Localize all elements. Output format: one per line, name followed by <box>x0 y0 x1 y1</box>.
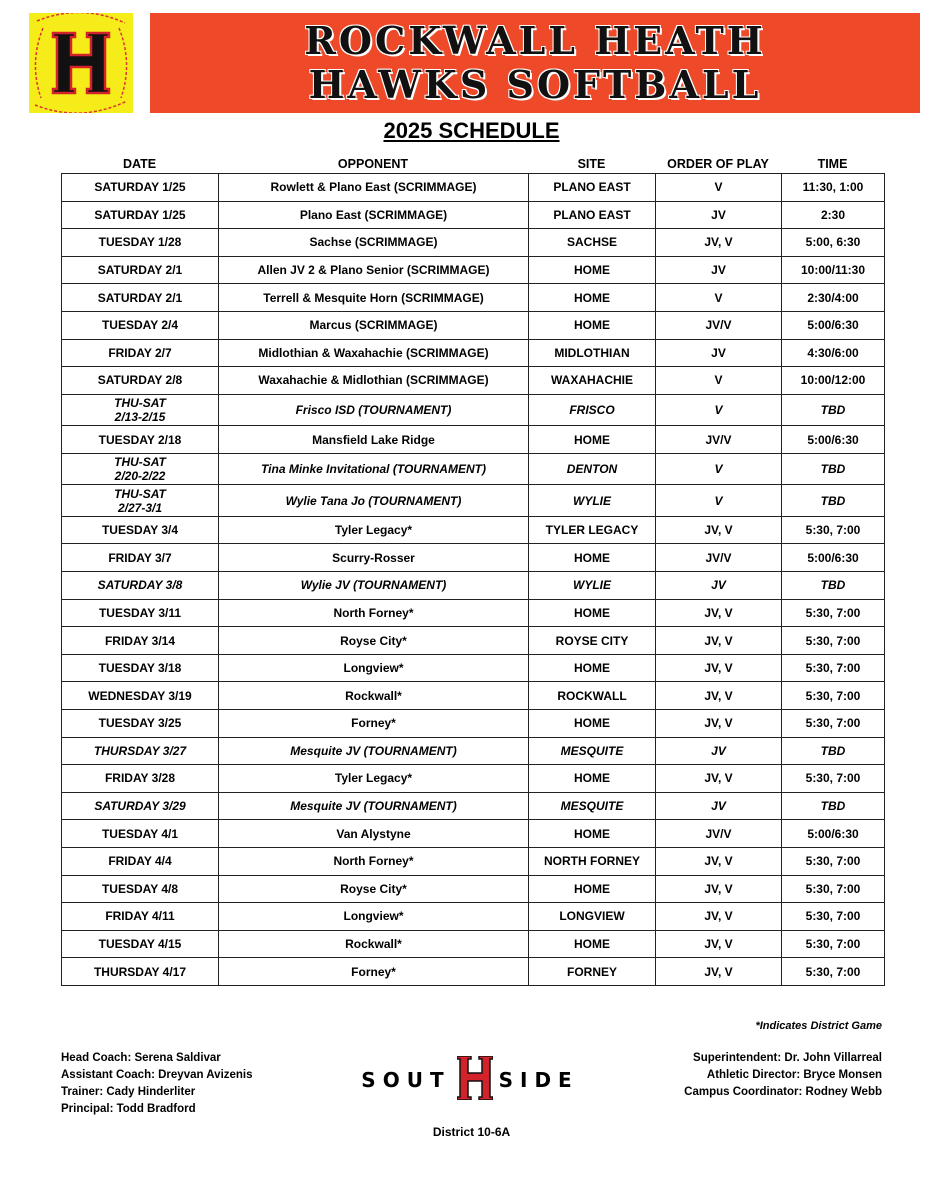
cell-site: WYLIE <box>529 485 656 517</box>
cell-time: 10:00/12:00 <box>782 367 885 395</box>
cell-site: WAXAHACHIE <box>529 367 656 395</box>
cell-opponent: Waxahachie & Midlothian (SCRIMMAGE) <box>219 367 529 395</box>
cell-opponent: Sachse (SCRIMMAGE) <box>219 229 529 257</box>
table-row <box>62 820 885 848</box>
district-label: District 10-6A <box>432 1125 511 1139</box>
table-row <box>62 516 885 544</box>
cell-order: JV, V <box>656 682 782 710</box>
cell-order: JV, V <box>656 930 782 958</box>
head-coach: Head Coach: Serena Saldivar <box>61 1052 221 1064</box>
table-row <box>62 426 885 454</box>
cell-site: TYLER LEGACY <box>529 516 656 544</box>
cell-order: JV <box>656 792 782 820</box>
cell-order: JV, V <box>656 599 782 627</box>
cell-site: HOME <box>529 311 656 339</box>
cell-order: JV, V <box>656 627 782 655</box>
cell-time: 5:30, 7:00 <box>782 765 885 793</box>
cell-date: TUESDAY 3/18 <box>62 654 219 682</box>
table-row <box>62 710 885 738</box>
principal: Principal: Todd Bradford <box>61 1103 196 1115</box>
cell-time: 5:30, 7:00 <box>782 682 885 710</box>
column-header-opponent: OPPONENT <box>337 157 409 171</box>
table-row <box>62 958 885 986</box>
table-row <box>62 930 885 958</box>
cell-date: TUESDAY 4/8 <box>62 875 219 903</box>
table-row <box>62 765 885 793</box>
cell-time: 4:30/6:00 <box>782 339 885 367</box>
cell-date: FRIDAY 2/7 <box>62 339 219 367</box>
cell-site: MIDLOTHIAN <box>529 339 656 367</box>
cell-order: JV, V <box>656 654 782 682</box>
cell-time: 2:30/4:00 <box>782 284 885 312</box>
table-row <box>62 394 885 426</box>
table-row <box>62 572 885 600</box>
cell-site: FRISCO <box>529 394 656 426</box>
cell-date: SATURDAY 3/29 <box>62 792 219 820</box>
cell-date: SATURDAY 2/1 <box>62 256 219 284</box>
cell-date: FRIDAY 3/14 <box>62 627 219 655</box>
cell-order: V <box>656 453 782 485</box>
cell-opponent: North Forney* <box>219 599 529 627</box>
cell-date: THU-SAT 2/27-3/1 <box>62 485 219 517</box>
cell-date: FRIDAY 3/7 <box>62 544 219 572</box>
cell-order: V <box>656 367 782 395</box>
table-row <box>62 847 885 875</box>
cell-order: JV/V <box>656 311 782 339</box>
table-row <box>62 544 885 572</box>
cell-site: HOME <box>529 875 656 903</box>
cell-opponent: Scurry-Rosser <box>219 544 529 572</box>
table-row <box>62 201 885 229</box>
cell-time: 5:30, 7:00 <box>782 875 885 903</box>
cell-time: 5:00/6:30 <box>782 311 885 339</box>
schedule-table <box>61 173 885 986</box>
cell-time: 10:00/11:30 <box>782 256 885 284</box>
cell-time: TBD <box>782 572 885 600</box>
cell-date: TUESDAY 4/15 <box>62 930 219 958</box>
cell-opponent: Wylie JV (TOURNAMENT) <box>219 572 529 600</box>
cell-time: TBD <box>782 453 885 485</box>
southside-left-text: SOUT <box>361 1068 451 1092</box>
cell-date: FRIDAY 3/28 <box>62 765 219 793</box>
cell-time: 5:30, 7:00 <box>782 847 885 875</box>
cell-date: TUESDAY 4/1 <box>62 820 219 848</box>
cell-site: NORTH FORNEY <box>529 847 656 875</box>
cell-order: JV, V <box>656 875 782 903</box>
table-row <box>62 654 885 682</box>
cell-date: TUESDAY 1/28 <box>62 229 219 257</box>
cell-opponent: Mansfield Lake Ridge <box>219 426 529 454</box>
cell-order: JV <box>656 572 782 600</box>
cell-time: TBD <box>782 394 885 426</box>
softball-h-icon <box>29 13 133 113</box>
cell-time: 5:30, 7:00 <box>782 654 885 682</box>
cell-opponent: Frisco ISD (TOURNAMENT) <box>219 394 529 426</box>
cell-site: HOME <box>529 710 656 738</box>
cell-order: V <box>656 485 782 517</box>
cell-site: PLANO EAST <box>529 174 656 202</box>
cell-opponent: Forney* <box>219 958 529 986</box>
table-row <box>62 792 885 820</box>
cell-site: HOME <box>529 599 656 627</box>
banner-line-2: HAWKS SOFTBALL <box>308 62 762 107</box>
campus-coordinator: Campus Coordinator: Rodney Webb <box>684 1086 882 1098</box>
column-header-date: DATE <box>122 157 157 171</box>
assistant-coach: Assistant Coach: Dreyvan Avizenis <box>61 1069 253 1081</box>
schedule-title: 2025 SCHEDULE <box>383 118 560 143</box>
cell-date: SATURDAY 2/8 <box>62 367 219 395</box>
cell-opponent: Rowlett & Plano East (SCRIMMAGE) <box>219 174 529 202</box>
banner-line-1: ROCKWALL HEATH <box>304 18 766 63</box>
cell-time: 11:30, 1:00 <box>782 174 885 202</box>
cell-date: FRIDAY 4/11 <box>62 903 219 931</box>
table-row <box>62 627 885 655</box>
cell-order: V <box>656 284 782 312</box>
cell-site: ROCKWALL <box>529 682 656 710</box>
cell-opponent: Plano East (SCRIMMAGE) <box>219 201 529 229</box>
cell-opponent: Tyler Legacy* <box>219 765 529 793</box>
cell-order: JV, V <box>656 958 782 986</box>
column-header-time: TIME <box>817 157 848 171</box>
table-row <box>62 174 885 202</box>
table-row <box>62 737 885 765</box>
table-row <box>62 284 885 312</box>
cell-site: HOME <box>529 765 656 793</box>
cell-opponent: Van Alystyne <box>219 820 529 848</box>
table-row <box>62 311 885 339</box>
cell-order: JV, V <box>656 765 782 793</box>
cell-order: JV/V <box>656 820 782 848</box>
cell-date: TUESDAY 3/4 <box>62 516 219 544</box>
cell-order: JV <box>656 737 782 765</box>
table-row <box>62 256 885 284</box>
cell-opponent: Terrell & Mesquite Horn (SCRIMMAGE) <box>219 284 529 312</box>
cell-date: TUESDAY 3/25 <box>62 710 219 738</box>
cell-opponent: Rockwall* <box>219 930 529 958</box>
cell-opponent: Midlothian & Waxahachie (SCRIMMAGE) <box>219 339 529 367</box>
cell-site: DENTON <box>529 453 656 485</box>
cell-opponent: Forney* <box>219 710 529 738</box>
cell-site: WYLIE <box>529 572 656 600</box>
cell-date: THURSDAY 4/17 <box>62 958 219 986</box>
cell-site: HOME <box>529 820 656 848</box>
table-row <box>62 485 885 517</box>
cell-opponent: Tina Minke Invitational (TOURNAMENT) <box>219 453 529 485</box>
athletic-director: Athletic Director: Bryce Monsen <box>706 1069 882 1081</box>
district-note: *Indicates District Game <box>755 1020 882 1032</box>
cell-opponent: North Forney* <box>219 847 529 875</box>
column-header-site: SITE <box>577 157 606 171</box>
cell-site: SACHSE <box>529 229 656 257</box>
cell-site: LONGVIEW <box>529 903 656 931</box>
table-row <box>62 453 885 485</box>
table-row <box>62 903 885 931</box>
cell-date: SATURDAY 1/25 <box>62 174 219 202</box>
cell-time: 5:00, 6:30 <box>782 229 885 257</box>
cell-time: 5:30, 7:00 <box>782 903 885 931</box>
cell-site: MESQUITE <box>529 737 656 765</box>
cell-opponent: Marcus (SCRIMMAGE) <box>219 311 529 339</box>
superintendent: Superintendent: Dr. John Villarreal <box>693 1052 882 1064</box>
cell-order: V <box>656 174 782 202</box>
cell-time: 5:30, 7:00 <box>782 599 885 627</box>
cell-opponent: Royse City* <box>219 627 529 655</box>
table-row <box>62 367 885 395</box>
cell-time: 5:00/6:30 <box>782 820 885 848</box>
cell-time: 5:00/6:30 <box>782 544 885 572</box>
staff-list-right <box>684 1050 882 1101</box>
cell-opponent: Longview* <box>219 654 529 682</box>
cell-site: HOME <box>529 426 656 454</box>
school-logo <box>29 13 133 113</box>
cell-date: TUESDAY 3/11 <box>62 599 219 627</box>
cell-time: 5:30, 7:00 <box>782 627 885 655</box>
cell-order: JV/V <box>656 544 782 572</box>
cell-date: SATURDAY 3/8 <box>62 572 219 600</box>
cell-site: PLANO EAST <box>529 201 656 229</box>
cell-date: THU-SAT 2/20-2/22 <box>62 453 219 485</box>
cell-opponent: Rockwall* <box>219 682 529 710</box>
cell-time: 5:30, 7:00 <box>782 710 885 738</box>
cell-order: V <box>656 394 782 426</box>
cell-opponent: Wylie Tana Jo (TOURNAMENT) <box>219 485 529 517</box>
cell-date: TUESDAY 2/18 <box>62 426 219 454</box>
cell-site: FORNEY <box>529 958 656 986</box>
staff-list-left <box>61 1050 253 1118</box>
cell-time: TBD <box>782 737 885 765</box>
cell-site: HOME <box>529 930 656 958</box>
cell-time: TBD <box>782 792 885 820</box>
cell-site: MESQUITE <box>529 792 656 820</box>
cell-opponent: Allen JV 2 & Plano Senior (SCRIMMAGE) <box>219 256 529 284</box>
cell-time: 5:30, 7:00 <box>782 930 885 958</box>
cell-time: 2:30 <box>782 201 885 229</box>
cell-time: 5:00/6:30 <box>782 426 885 454</box>
cell-time: 5:30, 7:00 <box>782 958 885 986</box>
cell-date: FRIDAY 4/4 <box>62 847 219 875</box>
cell-date: THU-SAT 2/13-2/15 <box>62 394 219 426</box>
cell-date: SATURDAY 1/25 <box>62 201 219 229</box>
cell-site: HOME <box>529 654 656 682</box>
table-row <box>62 229 885 257</box>
cell-date: THURSDAY 3/27 <box>62 737 219 765</box>
table-row <box>62 339 885 367</box>
cell-opponent: Mesquite JV (TOURNAMENT) <box>219 792 529 820</box>
southside-logo <box>350 1055 590 1105</box>
cell-date: SATURDAY 2/1 <box>62 284 219 312</box>
column-headers <box>0 157 943 173</box>
cell-opponent: Mesquite JV (TOURNAMENT) <box>219 737 529 765</box>
cell-order: JV <box>656 201 782 229</box>
southside-h-icon <box>457 1056 493 1105</box>
cell-date: TUESDAY 2/4 <box>62 311 219 339</box>
cell-time: 5:30, 7:00 <box>782 516 885 544</box>
cell-site: HOME <box>529 544 656 572</box>
southside-right-text: SIDE <box>498 1068 579 1092</box>
cell-opponent: Longview* <box>219 903 529 931</box>
cell-order: JV, V <box>656 847 782 875</box>
cell-opponent: Royse City* <box>219 875 529 903</box>
cell-date: WEDNESDAY 3/19 <box>62 682 219 710</box>
cell-order: JV, V <box>656 903 782 931</box>
table-row <box>62 875 885 903</box>
cell-site: HOME <box>529 256 656 284</box>
cell-opponent: Tyler Legacy* <box>219 516 529 544</box>
title-banner <box>150 13 920 113</box>
cell-order: JV, V <box>656 229 782 257</box>
table-row <box>62 682 885 710</box>
cell-order: JV, V <box>656 516 782 544</box>
cell-order: JV <box>656 339 782 367</box>
cell-time: TBD <box>782 485 885 517</box>
cell-order: JV, V <box>656 710 782 738</box>
cell-order: JV <box>656 256 782 284</box>
cell-site: HOME <box>529 284 656 312</box>
table-row <box>62 599 885 627</box>
cell-order: JV/V <box>656 426 782 454</box>
column-header-order: ORDER OF PLAY <box>667 157 769 171</box>
cell-site: ROYSE CITY <box>529 627 656 655</box>
trainer: Trainer: Cady Hinderliter <box>61 1086 196 1098</box>
